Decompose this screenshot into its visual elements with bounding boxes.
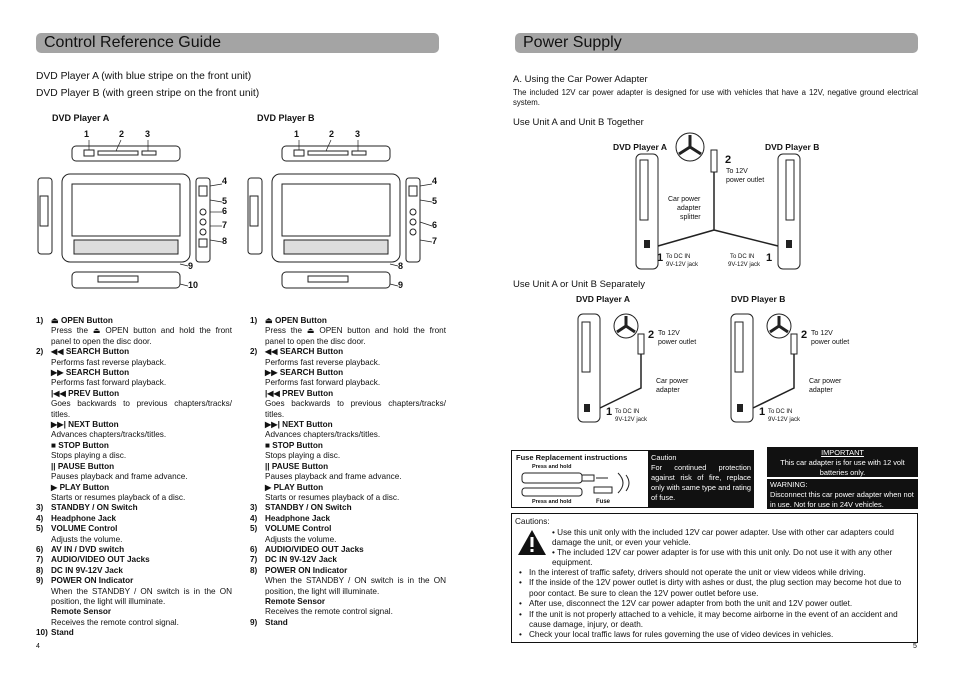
callout-b-2: 2 — [329, 129, 335, 139]
sep-b-outlet-1: To 12V — [811, 330, 833, 337]
section-a-description: The included 12V car power adapter is designed for use with vehicles that have a 12V, negative ground electrical system. — [513, 88, 918, 107]
callout-a-10: 10 — [188, 280, 199, 290]
sep-b-dc-2: 9V-12V jack — [768, 417, 801, 423]
fuse-diagram — [512, 451, 648, 507]
sep-b-dc-1: To DC IN — [768, 409, 793, 415]
together-num-1b: 1 — [766, 252, 773, 264]
sep-a-adapter-1: Car power — [656, 378, 689, 385]
together-splitter-2: adapter — [677, 205, 701, 212]
callout-a-4: 4 — [222, 176, 228, 186]
fuse-press-hold-2: Press and hold — [532, 499, 572, 505]
diagram-together — [600, 130, 840, 275]
important-text: This car adapter is for use with 12 volt batteries only. — [780, 458, 905, 477]
together-outlet-line1: To 12V — [726, 168, 748, 175]
callout-a-9: 9 — [188, 261, 194, 271]
caution-item-7: • Check your local traffic laws for rules governing the use of video devices in vehicles. — [515, 630, 915, 640]
sep-a-outlet-2: power outlet — [658, 339, 697, 346]
together-dc-b2: 9V-12V jack — [728, 262, 761, 268]
callout-a-3: 3 — [145, 129, 151, 139]
important-box — [767, 447, 918, 477]
warning-title: WARNING: — [770, 480, 808, 489]
important-title: IMPORTANT — [821, 448, 864, 457]
sep-a-adapter-2: adapter — [656, 387, 680, 394]
together-dc-b1: To DC IN — [730, 254, 755, 260]
sep-b-adapter-2: adapter — [809, 387, 833, 394]
callout-a-8: 8 — [222, 236, 228, 246]
warning-text: Disconnect this car power adapter when not in use. Not for use in 24V vehicles. — [770, 490, 914, 509]
sep-a-dc-1: To DC IN — [615, 409, 640, 415]
label-dvd-player-b: DVD Player B — [257, 113, 315, 123]
intro-player-b: DVD Player B (with green stripe on the front unit) — [36, 88, 260, 99]
warning-box — [767, 479, 918, 509]
separate-heading: Use Unit A or Unit B Separately — [513, 279, 646, 290]
together-dc-a2: 9V-12V jack — [666, 262, 699, 268]
device-diagram-b — [246, 126, 456, 296]
sep-a-num-1: 1 — [606, 406, 613, 418]
caution-item-2: • The included 12V car power adapter is for use with this unit only. Do not use it with any other equipment. — [552, 548, 893, 568]
section-a-heading: A. Using the Car Power Adapter — [513, 74, 648, 85]
warning-triangle-icon — [517, 529, 547, 556]
caution-item-5: • After use, disconnect the 12V car power adapter from both the unit and 12V power outlet. — [515, 599, 915, 609]
page-number-left: 4 — [36, 643, 40, 650]
together-dc-a1: To DC IN — [666, 254, 691, 260]
callout-a-7: 7 — [222, 220, 228, 230]
together-num-2: 2 — [725, 154, 732, 166]
together-dvd-b: DVD Player B — [765, 142, 820, 152]
page-title-control-reference: Control Reference Guide — [36, 33, 439, 53]
control-list-b: 1) ⏏ OPEN Button Press the ⏏ OPEN button and hold the front panel to open the disc door. 2) ◀◀ SEARCH Button Performs fast reverse playback. ▶▶ SEARCH Button Performs fast forward playback. |◀◀ PREV Button Goes backwards to previous chapters/tracks/ titles. ▶▶| NEXT Button Advances chapters/tracks/titles. ■ STOP Button Stops playing a disc. || PAUSE Button Pauses playback and frame advance. ▶ PLAY Button Starts or resumes playback of a disc. 3) STANDBY / ON Switch 4) Headphone Jack 5) VOLUME Control Adjusts the volume. 6) AUDIO/VIDEO OUT Jacks 7) DC IN 9V-12V Jack 8) POWER ON Indicator When the STANDBY / ON switch is in the ON position, the light will illuminate. Remote Sensor Receives the remote control signal. 9) Stand — [250, 316, 446, 627]
fuse-caution-box — [511, 450, 754, 508]
sep-a-dc-2: 9V-12V jack — [615, 417, 648, 423]
device-diagram-a — [36, 126, 246, 296]
together-splitter-3: splitter — [680, 214, 701, 221]
together-heading: Use Unit A and Unit B Together — [513, 117, 644, 128]
diagram-separate-b — [713, 292, 863, 427]
callout-b-5: 5 — [432, 196, 438, 206]
callout-b-3: 3 — [355, 129, 361, 139]
label-dvd-player-a: DVD Player A — [52, 113, 110, 123]
callout-b-6: 6 — [432, 220, 438, 230]
callout-a-2: 2 — [119, 129, 125, 139]
callout-b-4: 4 — [432, 176, 438, 186]
sep-a-outlet-1: To 12V — [658, 330, 680, 337]
page-number-right: 5 — [913, 643, 917, 650]
sep-a-num-2: 2 — [648, 329, 655, 341]
together-splitter-1: Car power — [668, 196, 701, 203]
fuse-press-hold-1: Press and hold — [532, 464, 572, 470]
caution-item-4: • If the inside of the 12V power outlet is dirty with ashes or dust, the plug section may become hot due to poor contact. Be sure to clean the 12V power outlet before use. — [515, 578, 915, 599]
caution-item-3: • In the interest of traffic safety, drivers should not operate the unit or view videos while driving. — [515, 568, 915, 578]
page-title-power-supply: Power Supply — [515, 33, 918, 53]
cautions-box — [511, 513, 918, 643]
callout-a-6: 6 — [222, 206, 228, 216]
fuse-label: Fuse — [596, 499, 611, 505]
fuse-caution-panel — [648, 451, 754, 507]
callout-b-8: 8 — [398, 261, 404, 271]
fuse-title: Fuse Replacement instructions — [516, 453, 628, 462]
together-dvd-a: DVD Player A — [613, 142, 668, 152]
sep-b-outlet-2: power outlet — [811, 339, 850, 346]
callout-a-1: 1 — [84, 129, 90, 139]
caution-item-6: • If the unit is not properly attached to a vehicle, it may become airborne in the event of an accident and cause damage, injury, or death. — [515, 610, 915, 631]
together-outlet-line2: power outlet — [726, 177, 765, 184]
sep-b-adapter-1: Car power — [809, 378, 842, 385]
callout-b-7: 7 — [432, 236, 438, 246]
fuse-caution-text: For continued protection against risk of fire, replace only with same type and rating of fuse. — [651, 463, 751, 502]
cautions-label: Cautions: — [515, 517, 550, 526]
control-list-a: 1) ⏏ OPEN Button Press the ⏏ OPEN button and hold the front panel to open the disc door. 2) ◀◀ SEARCH Button Performs fast reverse playback. ▶▶ SEARCH Button Performs fast forward playback. |◀◀ PREV Button Goes backwards to previous chapters/tracks/ titles. ▶▶| NEXT Button Advances chapters/tracks/titles. ■ STOP Button Stops playing a disc. || PAUSE Button Pauses playback and frame advance. ▶ PLAY Button Starts or resumes playback of a disc. 3) STANDBY / ON Switch 4) Headphone Jack 5) VOLUME Control Adjusts the volume. 6) AV IN / DVD switch 7) AUDIO/VIDEO OUT Jacks 8) DC IN 9V-12V Jack 9) POWER ON Indicator When the STANDBY / ON switch is in the ON position, the light will illuminate. Remote Sensor Receives the remote control signal. 10) Stand — [36, 316, 232, 638]
callout-a-5: 5 — [222, 196, 228, 206]
callout-b-9: 9 — [398, 280, 404, 290]
fuse-caution-title: Caution — [651, 453, 677, 462]
callout-b-1: 1 — [294, 129, 300, 139]
intro-player-a: DVD Player A (with blue stripe on the front unit) — [36, 71, 252, 82]
together-num-1a: 1 — [657, 252, 664, 264]
caution-item-1: • Use this unit only with the included 12V car power adapter. Use with other car adapters could damage the unit, or even your vehicle. — [552, 528, 894, 548]
sep-b-num-1: 1 — [759, 406, 766, 418]
sep-b-title: DVD Player B — [731, 294, 786, 304]
sep-a-title: DVD Player A — [576, 294, 631, 304]
diagram-separate-a — [560, 292, 710, 427]
sep-b-num-2: 2 — [801, 329, 808, 341]
